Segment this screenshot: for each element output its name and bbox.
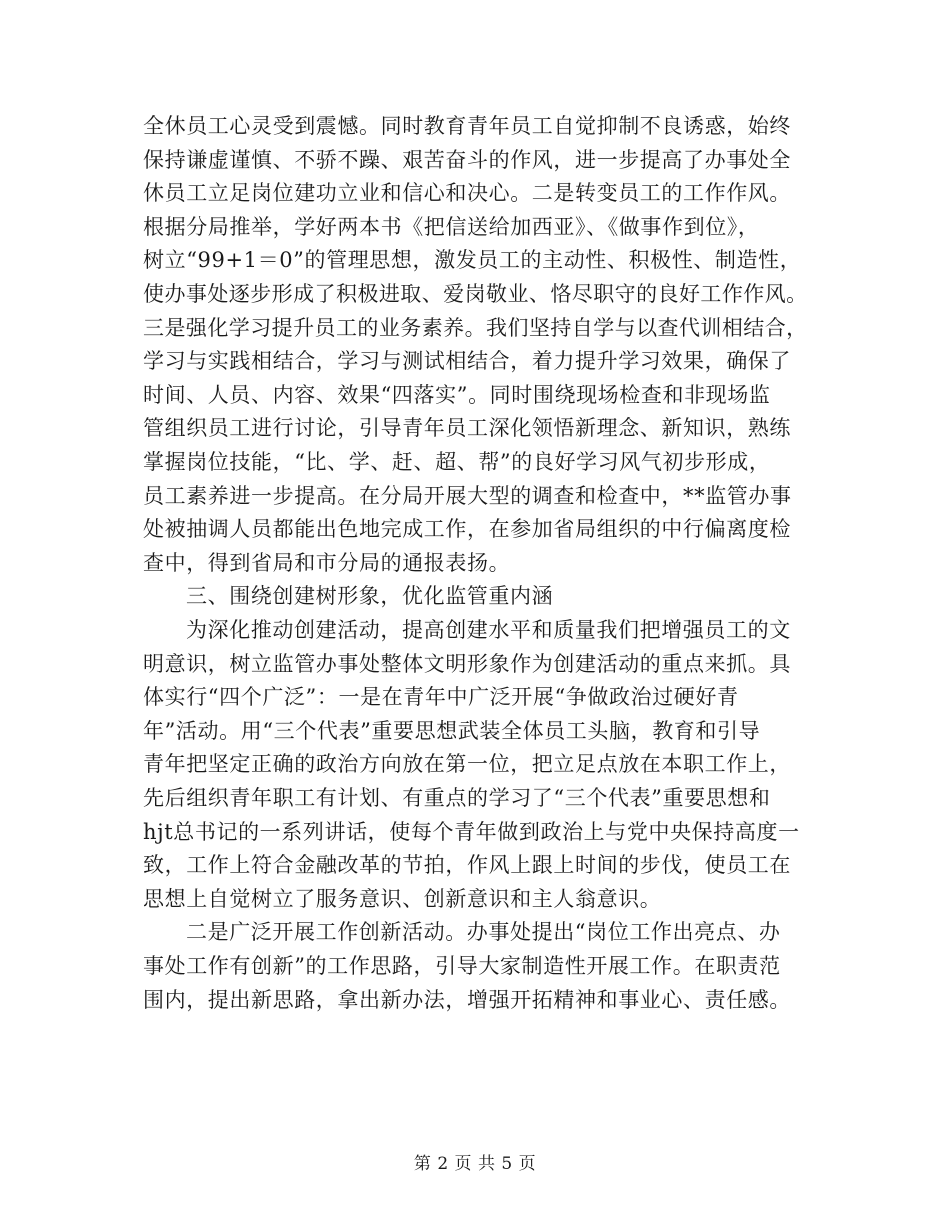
text-line: 保持谦虚谨慎、不骄不躁、艰苦奋斗的作风，进一步提高了办事处全	[143, 148, 791, 172]
text-line: 时间、人员、内容、效果“四落实”。同时围绕现场检查和非现场监	[143, 383, 771, 407]
text-line: 二是广泛开展工作创新活动。办事处提出“岗位工作出亮点、办	[186, 920, 781, 944]
text-line: 学习与实践相结合，学习与测试相结合，着力提升学习效果，确保了	[143, 349, 791, 373]
text-line: 明意识，树立监管办事处整体文明形象作为创建活动的重点来抓。具	[143, 652, 791, 676]
text-line: 员工素养进一步提高。在分局开展大型的调查和检查中，**监管办事	[143, 484, 792, 508]
section-heading: 三、围绕创建树形象，优化监管重内涵	[186, 584, 554, 608]
page-number-footer: 第 2 页 共 5 页	[413, 1154, 537, 1174]
text-line: 处被抽调人员都能出色地完成工作，在参加省局组织的中行偏离度检	[143, 517, 791, 541]
text-line: 全休员工心灵受到震憾。同时教育青年员工自觉抑制不良诱惑，始终	[143, 114, 791, 138]
text-line: 先后组织青年职工有计划、有重点的学习了“三个代表”重要思想和	[143, 786, 771, 810]
text-line: 为深化推动创建活动，提高创建水平和质量我们把增强员工的文	[186, 618, 791, 642]
text-line: 事处工作有创新”的工作思路，引导大家制造性开展工作。在职责范	[143, 954, 781, 978]
text-line: hjt总书记的一系列讲话，使每个青年做到政治上与党中央保持高度一	[143, 820, 800, 844]
text-line: 休员工立足岗位建功立业和信心和决心。二是转变员工的工作作风。	[143, 181, 791, 205]
text-line: 使办事处逐步形成了积极进取、爱岗敬业、恪尽职守的良好工作作风。	[143, 282, 808, 306]
text-line: 三是强化学习提升员工的业务素养。我们坚持自学与以查代训相结合，	[143, 316, 808, 340]
text-line: 致，工作上符合金融改革的节拍，作风上跟上时间的步伐，使员工在	[143, 853, 791, 877]
text-line: 思想上自觉树立了服务意识、创新意识和主人翁意识。	[143, 887, 662, 911]
text-line: 管组织员工进行讨论，引导青年员工深化领悟新理念、新知识，熟练	[143, 416, 791, 440]
text-line: 体实行“四个广泛”：一是在青年中广泛开展“争做政治过硬好青	[143, 685, 739, 709]
text-line: 年”活动。用“三个代表”重要思想武装全体员工头脑，教育和引导	[143, 719, 761, 743]
text-line: 青年把坚定正确的政治方向放在第一位，把立足点放在本职工作上，	[143, 752, 791, 776]
text-line: 根据分局推举，学好两本书《把信送给加西亚》、《做事作到位》，	[143, 215, 760, 239]
text-line: 树立“99+1＝0”的管理思想，激发员工的主动性、积极性、制造性，	[143, 248, 802, 272]
text-line: 查中，得到省局和市分局的通报表扬。	[143, 551, 511, 575]
text-line: 围内，提出新思路，拿出新办法，增强开拓精神和事业心、责任感。	[143, 988, 791, 1012]
text-line: 掌握岗位技能，“比、学、赶、超、帮”的良好学习风气初步形成，	[143, 450, 771, 474]
